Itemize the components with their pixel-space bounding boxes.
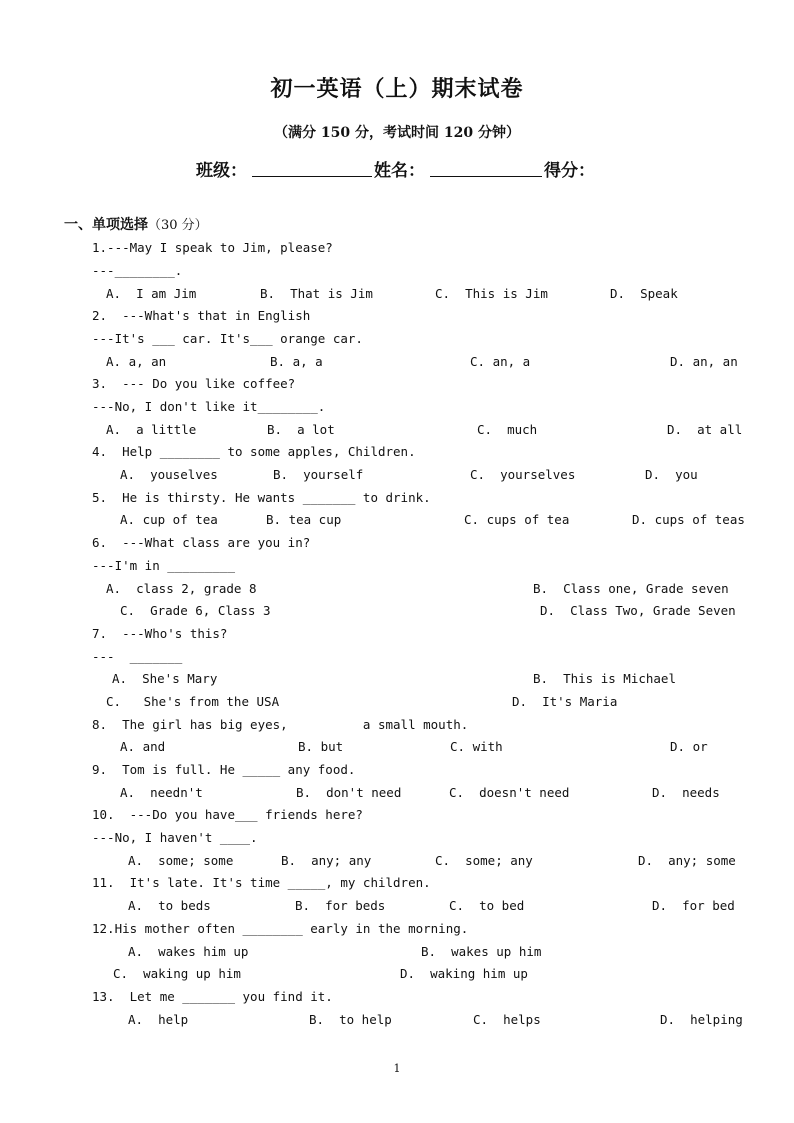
- option-a: A. to beds: [128, 898, 211, 913]
- option-d: D. at all: [667, 422, 743, 437]
- class-blank[interactable]: [252, 176, 372, 177]
- option-d: D. Speak: [610, 286, 678, 301]
- option-c: C. doesn't need: [449, 785, 570, 800]
- option-a: A. class 2, grade 8: [106, 581, 257, 596]
- option-c: C. cups of tea: [464, 512, 570, 527]
- page-number: 1: [393, 1062, 401, 1075]
- option-b: B. a, a: [270, 354, 323, 369]
- option-b: B. a lot: [267, 422, 335, 437]
- question-stem: 4. Help ________ to some apples, Children.: [92, 444, 416, 459]
- option-c: C. some; any: [435, 853, 533, 868]
- class-label: 班级：: [196, 161, 247, 181]
- option-d: D. or: [670, 739, 708, 754]
- option-a: A. and: [120, 739, 166, 754]
- option-d: D. waking him up: [400, 966, 528, 981]
- question-stem: 2. ---What's that in English: [92, 308, 311, 323]
- option-d: D. Class Two, Grade Seven: [540, 603, 736, 618]
- option-c: C. an, a: [470, 354, 531, 369]
- question-stem: 7. ---Who's this?: [92, 626, 228, 641]
- option-c: C. Grade 6, Class 3: [120, 603, 271, 618]
- option-c: C. with: [450, 739, 503, 754]
- option-b: B. This is Michael: [533, 671, 676, 686]
- question-stem: ---It's ___ car. It's___ orange car.: [92, 331, 363, 346]
- option-b: B. any; any: [281, 853, 372, 868]
- option-d: D. for bed: [652, 898, 735, 913]
- option-c: C. She's from the USA: [106, 694, 280, 709]
- option-a: A. help: [128, 1012, 189, 1027]
- option-d: D. cups of teas: [632, 512, 745, 527]
- question-stem: 10. ---Do you have___ friends here?: [92, 807, 363, 822]
- section-points: （30 分）: [148, 218, 208, 233]
- question-stem: ---________.: [92, 263, 183, 278]
- name-label: 姓名：: [374, 161, 425, 181]
- section-title: 一、单项选择: [64, 217, 148, 233]
- question-stem: 1.---May I speak to Jim, please?: [92, 240, 333, 255]
- question-stem: 11. It's late. It's time _____, my children.: [92, 875, 431, 890]
- option-d: D. any; some: [638, 853, 736, 868]
- option-c: C. yourselves: [470, 467, 576, 482]
- option-d: D. you: [645, 467, 698, 482]
- question-stem: 3. --- Do you like coffee?: [92, 376, 296, 391]
- question-stem: ---No, I don't like it________.: [92, 399, 326, 414]
- option-b: B. to help: [309, 1012, 392, 1027]
- option-c: C. much: [477, 422, 538, 437]
- option-b: B. yourself: [273, 467, 364, 482]
- option-b: B. That is Jim: [260, 286, 373, 301]
- option-b: B. wakes up him: [421, 944, 542, 959]
- section-heading: [64, 214, 208, 234]
- question-stem: --- _______: [92, 649, 183, 664]
- option-a: A. a, an: [106, 354, 167, 369]
- option-a: A. She's Mary: [112, 671, 218, 686]
- name-blank[interactable]: [430, 176, 542, 177]
- option-a: A. a little: [106, 422, 197, 437]
- option-a: A. cup of tea: [120, 512, 218, 527]
- option-a: A. some; some: [128, 853, 234, 868]
- score-label: 得分：: [544, 161, 595, 181]
- option-b: B. but: [298, 739, 344, 754]
- question-stem: 5. He is thirsty. He wants _______ to drink.: [92, 490, 431, 505]
- option-d: D. helping: [660, 1012, 743, 1027]
- option-b: B. Class one, Grade seven: [533, 581, 729, 596]
- option-c: C. helps: [473, 1012, 541, 1027]
- option-a: A. youselves: [120, 467, 218, 482]
- question-stem: 12.His mother often ________ early in the morning.: [92, 921, 469, 936]
- question-stem: 6. ---What class are you in?: [92, 535, 311, 550]
- question-stem: ---I'm in _________: [92, 558, 235, 573]
- option-a: A. wakes him up: [128, 944, 249, 959]
- option-b: B. don't need: [296, 785, 402, 800]
- exam-subtitle: （满分 150 分，考试时间 120 分钟）: [274, 125, 520, 141]
- student-info-line: [0, 152, 794, 182]
- question-stem: 13. Let me _______ you find it.: [92, 989, 333, 1004]
- option-c: C. This is Jim: [435, 286, 548, 301]
- option-d: D. It's Maria: [512, 694, 618, 709]
- option-a: A. needn't: [120, 785, 203, 800]
- question-stem: 9. Tom is full. He _____ any food.: [92, 762, 356, 777]
- question-stem: ---No, I haven't ____.: [92, 830, 258, 845]
- option-d: D. an, an: [670, 354, 738, 369]
- option-d: D. needs: [652, 785, 720, 800]
- option-c: C. waking up him: [113, 966, 241, 981]
- option-a: A. I am Jim: [106, 286, 197, 301]
- question-stem: 8. The girl has big eyes, a small mouth.: [92, 717, 469, 732]
- option-b: B. tea cup: [266, 512, 342, 527]
- option-c: C. to bed: [449, 898, 525, 913]
- option-b: B. for beds: [295, 898, 386, 913]
- exam-title: 初一英语（上）期末试卷: [270, 76, 524, 102]
